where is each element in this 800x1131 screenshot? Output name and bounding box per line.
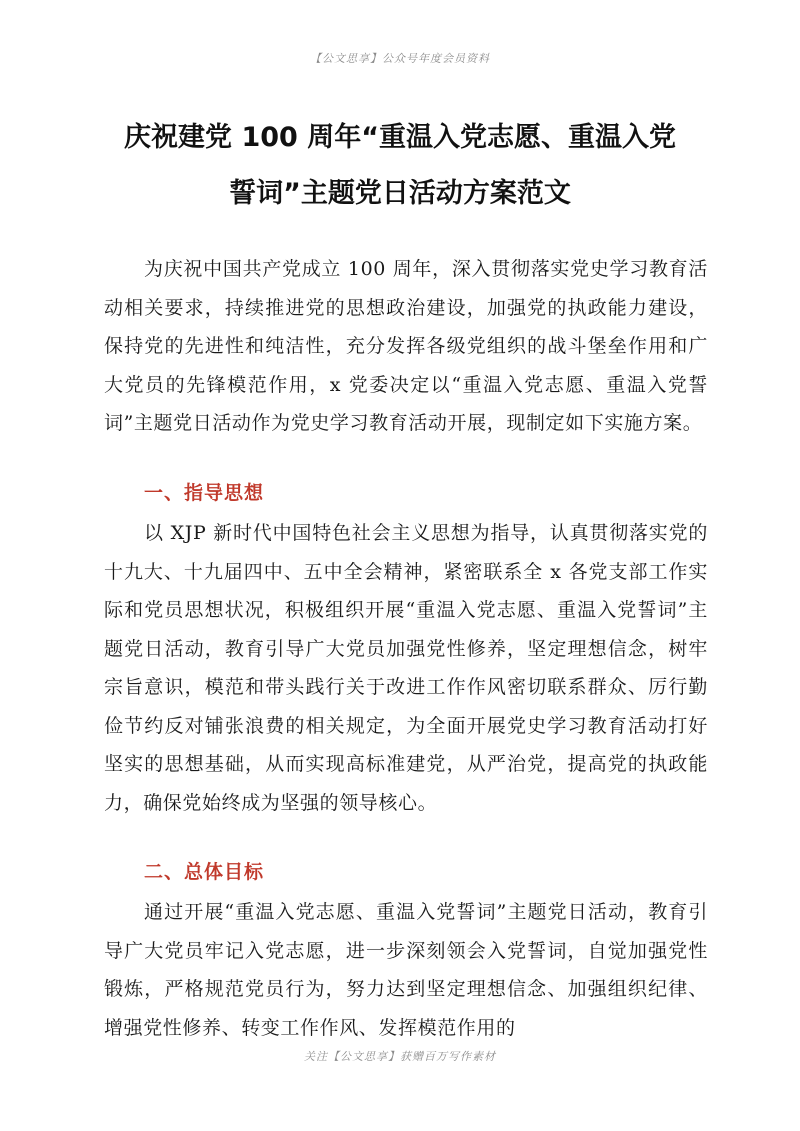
header-note: 【公文思享】公众号年度会员资料 bbox=[310, 52, 490, 65]
footer-note: 关注【公文思享】获赠百万写作素材 bbox=[304, 1050, 496, 1063]
document-title bbox=[80, 110, 720, 222]
intro-paragraph: 为庆祝中国共产党成立 100 周年，深入贯彻落实党史学习教育活动相关要求，持续推进党的思想政治建设，加强党的执政能力建设，保持党的先进性和纯洁性，充分发挥各级党组织的战斗堡垒作用和广大党员的先锋模范作用，x 党委决定以“重温入党志愿、重温入党誓词”主题党日活动作为党史学习教育活动开展，现制定如下实施方案。 bbox=[104, 258, 708, 434]
section-paragraph-overall-goal: 通过开展“重温入党志愿、重温入党誓词”主题党日活动，教育引导广大党员牢记入党志愿，进一步深刻领会入党誓词，自觉加强党性锻炼，严格规范党员行为，努力达到坚定理想信念、加强组织纪律、增强党性修养、转变工作作风、发挥模范作用的 bbox=[104, 901, 708, 1039]
section-heading-overall-goal: 二、总体目标 bbox=[144, 861, 265, 883]
section-paragraph-guiding-ideology: 以 XJP 新时代中国特色社会主义思想为指导，认真贯彻落实党的十九大、十九届四中、五中全会精神，紧密联系全 x 各党支部工作实际和党员思想状况，积极组织开展“重温入党志愿、重温入党誓词”主题党日活动，教育引导广大党员加强党性修养，坚定理想信念，树牢宗旨意识，模范和带头践行关于改进工作作风密切联系群众、厉行勤俭节约反对铺张浪费的相关规定，为全面开展党史学习教育活动打好坚实的思想基础，从而实现高标准建党，从严治党，提高党的执政能力，确保党始终成为坚强的领导核心。 bbox=[104, 522, 708, 814]
title-line-2: 誓词”主题党日活动方案范文 bbox=[229, 178, 571, 209]
section-heading-guiding-ideology: 一、指导思想 bbox=[144, 482, 265, 504]
title-line-1: 庆祝建党 100 周年“重温入党志愿、重温入党 bbox=[124, 122, 676, 153]
